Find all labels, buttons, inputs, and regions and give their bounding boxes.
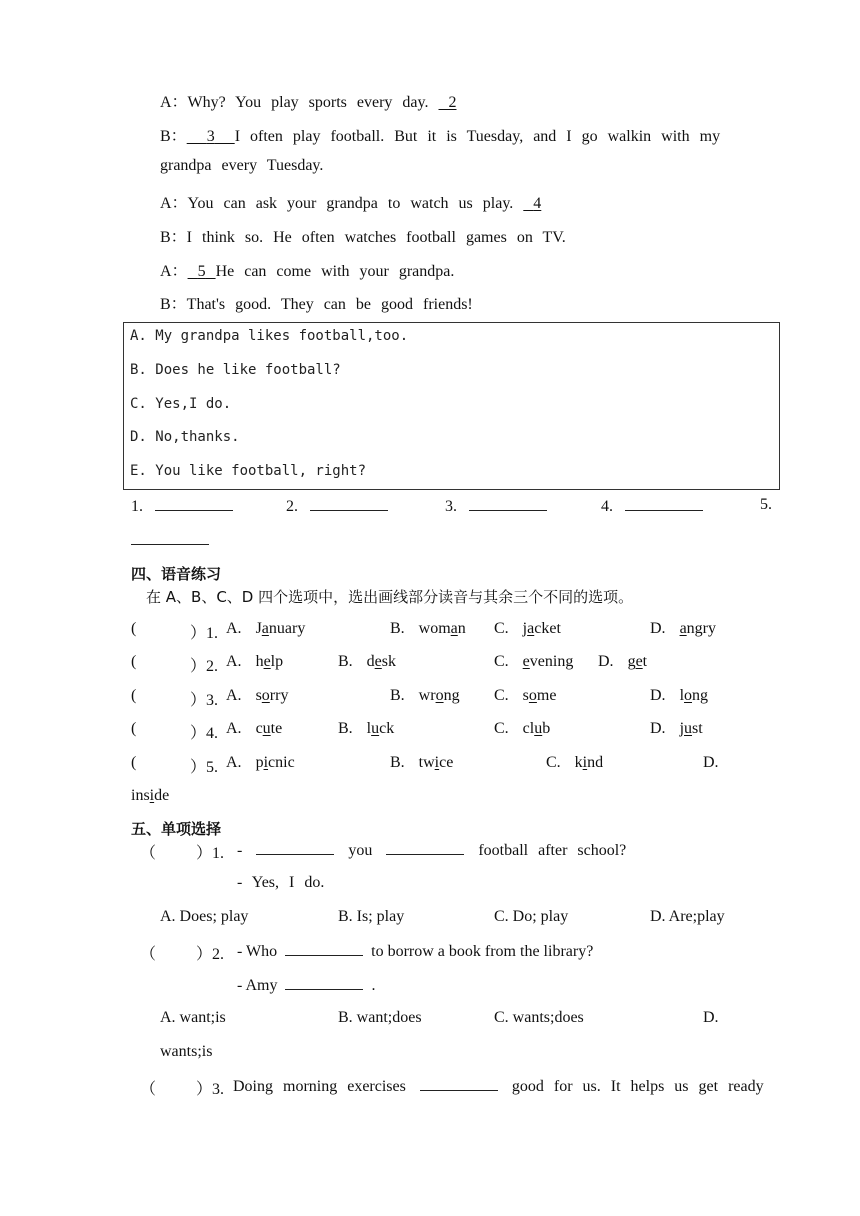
q2-option-a: A. want;is <box>160 1009 226 1026</box>
q1-option-d: D. Are;play <box>650 908 725 925</box>
q2-option-c: C. wants;does <box>494 1009 584 1026</box>
dialogue-line-4 <box>160 190 541 213</box>
word-part: me <box>536 687 557 704</box>
dialogue-line-3: grandpa every Tuesday. <box>160 157 324 174</box>
item-number: ）1. <box>190 625 219 642</box>
answer-paren[interactable]: ( <box>131 687 137 704</box>
word-part: l <box>679 687 685 704</box>
q3-blank[interactable] <box>420 1076 498 1091</box>
blank-number <box>188 263 216 280</box>
underlined-letter: e <box>263 653 271 670</box>
q1-stem <box>237 840 626 860</box>
choice-b <box>390 687 460 705</box>
word-part: J <box>255 620 262 637</box>
q3-number: ）3. <box>196 1081 225 1098</box>
option-a: A. My grandpa likes football,too. <box>130 328 409 344</box>
answer-blank[interactable] <box>131 530 209 545</box>
q3-paren: （ <box>140 1081 157 1098</box>
underlined-letter: i <box>434 754 440 771</box>
choice-label: C. <box>494 687 509 704</box>
choice-d <box>703 754 733 772</box>
answer-3 <box>445 496 547 516</box>
q1-reply: - Yes, I do. <box>237 874 325 891</box>
q1-paren: （ <box>140 845 157 862</box>
underlined-letter: e <box>635 653 643 670</box>
underlined-letter: u <box>534 720 543 737</box>
choice-label: D. <box>650 720 666 737</box>
word-part: p <box>255 754 264 771</box>
underlined-letter: e <box>522 653 530 670</box>
word-part: g <box>627 653 636 670</box>
choice-d <box>598 653 647 671</box>
choice-d <box>650 687 708 705</box>
word-part: t <box>642 653 648 670</box>
choice-label: B. <box>338 653 353 670</box>
underlined-letter: u <box>262 720 271 737</box>
word-part: j <box>679 720 685 737</box>
section-5-title: 五、单项选择 <box>131 820 222 838</box>
q2-reply-prefix: - Amy <box>237 977 278 994</box>
q1-option-c: C. Do; play <box>494 908 569 925</box>
q3-stem <box>233 1076 764 1096</box>
q1-blank-2[interactable] <box>386 840 464 855</box>
word-part: nd <box>587 754 604 771</box>
choice-label: B. <box>338 720 353 737</box>
underlined-letter: i <box>149 787 155 804</box>
underlined-letter: u <box>371 720 380 737</box>
choice-label: A. <box>226 687 242 704</box>
word-part: cl <box>522 720 535 737</box>
choice-b <box>390 620 466 638</box>
underlined-letter: a <box>450 620 458 637</box>
q2-option-d: D. <box>703 1009 719 1026</box>
choice-c <box>494 720 550 738</box>
choice-c <box>494 620 561 638</box>
answer-number: 2. <box>286 498 298 515</box>
choice-label: D. <box>598 653 614 670</box>
dialogue-line-5: B：I think so. He often watches football games on TV. <box>160 229 566 246</box>
item-number: ）4. <box>190 725 219 742</box>
answer-paren[interactable]: ( <box>131 653 137 670</box>
speaker-label: A： <box>160 263 188 280</box>
answer-paren[interactable]: ( <box>131 754 137 771</box>
q2-stem <box>237 941 593 961</box>
word-part: ng <box>692 687 709 704</box>
options-box <box>123 322 780 490</box>
q2-paren: （ <box>140 946 157 963</box>
choice-label: C. <box>494 620 509 637</box>
choice-label: A. <box>226 620 242 637</box>
word-part: s <box>522 687 529 704</box>
answer-blank[interactable] <box>155 496 233 511</box>
word-part: tw <box>418 754 435 771</box>
underlined-letter: o <box>435 687 444 704</box>
blank-number-text: 5 <box>197 263 206 280</box>
q1-option-b: B. Is; play <box>338 908 405 925</box>
choice-c <box>546 754 603 772</box>
word-part: nuary <box>268 620 306 637</box>
word-part: ng <box>443 687 460 704</box>
choice-b <box>390 754 453 772</box>
q3-rest: good for us. It helps us get ready <box>511 1078 764 1095</box>
q2-prefix: - Who <box>237 943 278 960</box>
word-part: ce <box>439 754 454 771</box>
item-number: ）2. <box>190 658 219 675</box>
word-part: cnic <box>268 754 295 771</box>
answer-number: 4. <box>601 498 613 515</box>
q1-dash: - <box>237 842 243 859</box>
underlined-letter: a <box>527 620 535 637</box>
answer-blank[interactable] <box>310 496 388 511</box>
dialogue-line-2 <box>160 123 773 146</box>
choice-b <box>338 720 394 738</box>
choice-c <box>494 687 556 705</box>
answer-2 <box>286 496 388 516</box>
underlined-letter: a <box>261 620 269 637</box>
word-part: vening <box>529 653 574 670</box>
blank-number-text: 3 <box>206 128 215 145</box>
q1-word: you <box>348 842 373 859</box>
underlined-letter: u <box>684 720 693 737</box>
underlined-letter: e <box>374 653 382 670</box>
section-4-instruction: 在 A、B、C、D 四个选项中，选出画线部分读音与其余三个不同的选项。 <box>146 588 634 606</box>
word-part: d <box>366 653 375 670</box>
word-part: b <box>542 720 551 737</box>
dialogue-line-7: B：That's good. They can be good friends! <box>160 296 473 313</box>
q2-option-b: B. want;does <box>338 1009 422 1026</box>
speaker-label: B： <box>160 128 187 145</box>
q2-rest: to borrow a book from the library? <box>371 943 594 960</box>
blank-number <box>187 128 235 145</box>
blank-number-text: 4 <box>533 195 542 212</box>
choice-a <box>226 720 282 738</box>
word-part: st <box>692 720 703 737</box>
word-part: sk <box>381 653 397 670</box>
word-part: rry <box>269 687 289 704</box>
choice-label: B. <box>390 687 405 704</box>
q2-option-d-wrap: wants;is <box>160 1043 213 1060</box>
word-part: ngry <box>686 620 716 637</box>
dialogue-line-6 <box>160 258 454 281</box>
answer-number: 1. <box>131 498 143 515</box>
item-number: ）5. <box>190 759 219 776</box>
choice-a <box>226 754 295 772</box>
option-c: C. Yes,I do. <box>130 396 232 412</box>
q1-number: ）1. <box>196 845 225 862</box>
dialogue-text: He can come with your grandpa. <box>215 263 455 280</box>
underlined-letter: o <box>528 687 537 704</box>
choice-a <box>226 620 305 638</box>
q1-blank-1[interactable] <box>256 840 334 855</box>
word-part: c <box>255 720 263 737</box>
choice-label: D. <box>703 754 719 771</box>
underlined-letter: i <box>263 754 269 771</box>
underlined-letter: i <box>582 754 588 771</box>
word-part: l <box>366 720 372 737</box>
answer-paren[interactable]: ( <box>131 720 137 737</box>
word-part: de <box>154 787 170 804</box>
word-part: k <box>574 754 583 771</box>
item-5-d-wrap <box>131 787 169 805</box>
choice-c <box>494 653 573 671</box>
q2-number: ）2. <box>196 946 225 963</box>
choice-label: A. <box>226 754 242 771</box>
q2-reply-suffix: . <box>371 977 376 994</box>
q2-reply <box>237 975 375 995</box>
underlined-letter: a <box>679 620 687 637</box>
q3-prefix: Doing morning exercises <box>233 1078 406 1095</box>
word-part: lp <box>270 653 284 670</box>
choice-a <box>226 687 288 705</box>
word-part: n <box>457 620 466 637</box>
word-part: ck <box>379 720 395 737</box>
choice-label: A. <box>226 720 242 737</box>
choice-label: D. <box>650 620 666 637</box>
answer-5 <box>131 530 209 550</box>
answer-number: 3. <box>445 498 457 515</box>
answer-5-number: 5. <box>760 496 772 513</box>
word-part: cket <box>534 620 561 637</box>
section-4-title: 四、语音练习 <box>131 565 222 583</box>
underlined-letter: o <box>684 687 693 704</box>
answer-blank[interactable] <box>469 496 547 511</box>
choice-label: C. <box>494 720 509 737</box>
choice-label: B. <box>390 620 405 637</box>
word-part: te <box>270 720 283 737</box>
blank-number <box>439 94 457 111</box>
answer-4 <box>601 496 703 516</box>
dialogue-text: I often play football. But it is Tuesday, and I go walkin with my <box>234 128 721 145</box>
item-number: ）3. <box>190 692 219 709</box>
choice-d <box>650 620 716 638</box>
word-part: h <box>255 653 264 670</box>
q1-option-a: A. Does; play <box>160 908 249 925</box>
choice-label: C. <box>546 754 561 771</box>
choice-label: D. <box>650 687 666 704</box>
option-b: B. Does he like football? <box>130 362 341 378</box>
word-part: wom <box>418 620 451 637</box>
choice-d <box>650 720 703 738</box>
word-part: s <box>255 687 262 704</box>
dialogue-text: A：You can ask your grandpa to watch us play. <box>160 195 514 212</box>
blank-number <box>523 195 541 212</box>
choice-a <box>226 653 283 671</box>
choice-label: C. <box>494 653 509 670</box>
underlined-letter: o <box>261 687 270 704</box>
word-part: j <box>522 620 528 637</box>
word-part: ins <box>131 787 150 804</box>
blank-number-text: 2 <box>448 94 457 111</box>
choice-label: A. <box>226 653 242 670</box>
q1-rest: football after school? <box>478 842 627 859</box>
answer-1 <box>131 496 233 516</box>
option-d: D. No,thanks. <box>130 429 240 445</box>
dialogue-text: A：Why? You play sports every day. <box>160 94 429 111</box>
q2-blank-2[interactable] <box>285 975 363 990</box>
option-e: E. You like football, right? <box>130 463 367 479</box>
dialogue-line-1 <box>160 89 457 112</box>
q2-blank-1[interactable] <box>285 941 363 956</box>
choice-b <box>338 653 396 671</box>
answer-blank[interactable] <box>625 496 703 511</box>
word-part: wr <box>418 687 436 704</box>
answer-paren[interactable]: ( <box>131 620 137 637</box>
choice-label: B. <box>390 754 405 771</box>
